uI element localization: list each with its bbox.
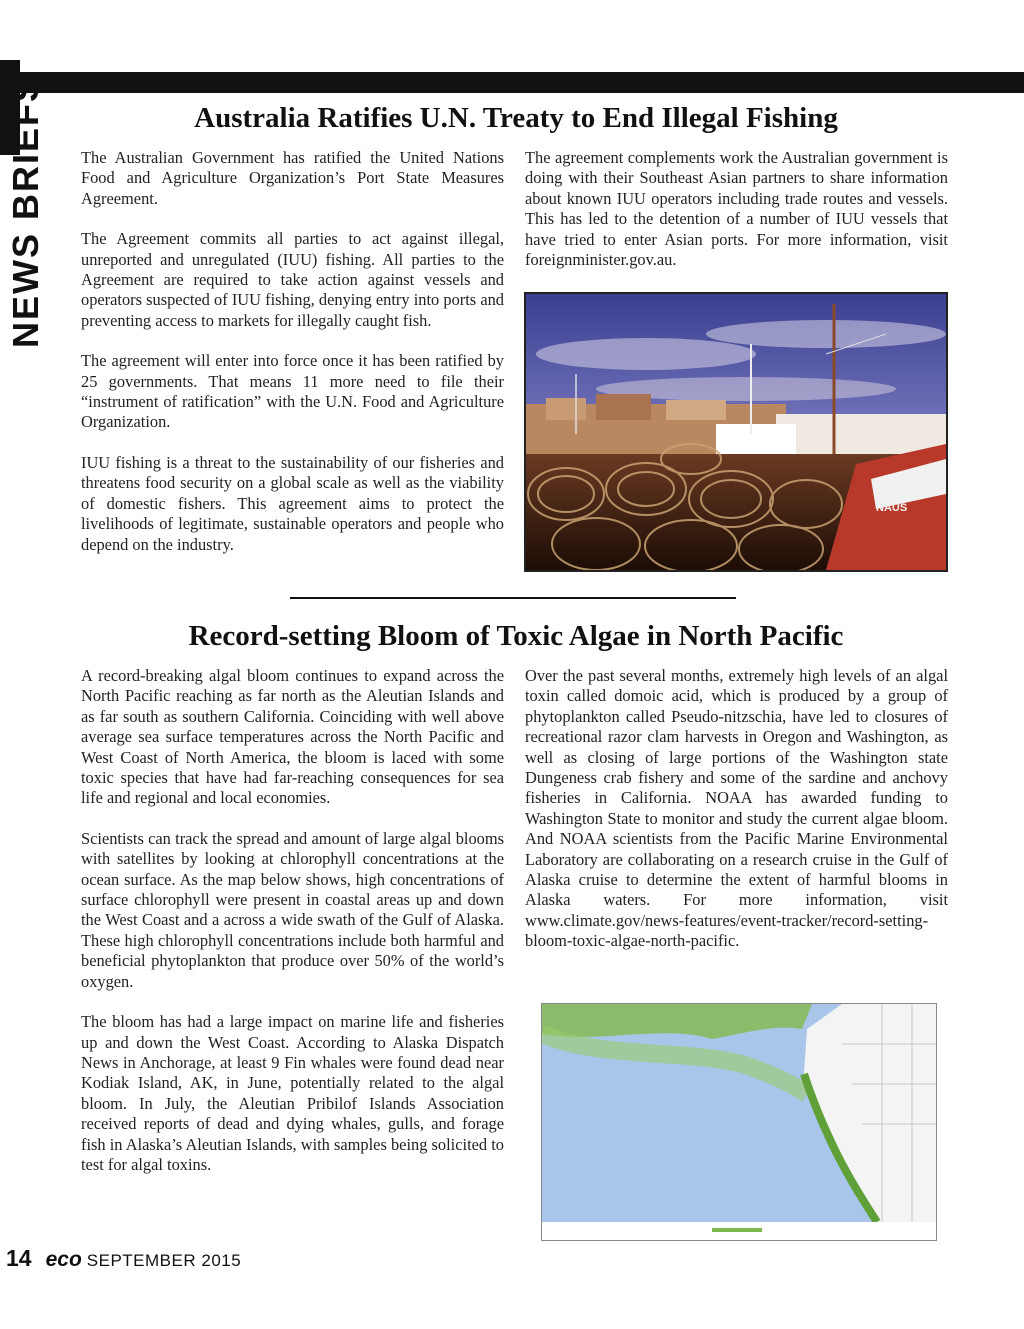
- paragraph: A record-breaking algal bloom continues to expand across the North Pacific reaching as far north as the Aleutian Islands and as far south as southern California. Coinciding with well above average sea surface temperatures across the North Pacific and West Coast of North America, the bloom is laced with some toxic species that have had far-reaching consequences for sea life and regional and local economies.: [81, 666, 504, 808]
- boat-lettering: NAUS: [876, 502, 908, 514]
- section-label: NEWS BRIEFS: [5, 75, 46, 348]
- paragraph: The Australian Government has ratified the United Nations Food and Agriculture Organization’s Port State Measures Agreement.: [81, 148, 504, 208]
- article1-left-column: [81, 148, 504, 575]
- paragraph: The bloom has had a large impact on marine life and fisheries up and down the West Coast. According to Alaska Dispatch News in Anchorage, at least 9 Fin whales were found dead near Kodiak Island, AK, in June, potentially related to the algal bloom. In July, the Aleutian Pribilof Islands Association received reports of dead and dying whales, gulls, and forage fish in Alaska’s Aleutian Islands, with samples being solicited to test for algal toxins.: [81, 1012, 504, 1174]
- harbor-photo: [524, 292, 948, 572]
- article1-headline: Australia Ratifies U.N. Treaty to End Illegal Fishing: [194, 102, 838, 134]
- paragraph: Scientists can track the spread and amount of large algal blooms with satellites by looking at chlorophyll concentrations at the ocean surface. As the map below shows, high concentrations of surface chlorophyll were present in coastal areas up and down the West Coast and a across a wide swath of the Gulf of Alaska. These high chlorophyll concentrations include both harmful and beneficial phytoplankton that produce over 50% of the world’s oxygen.: [81, 828, 504, 991]
- issue-date: SEPTEMBER 2015: [86, 1251, 242, 1270]
- page-number: 14: [6, 1245, 32, 1271]
- magazine-logo: eco: [45, 1248, 82, 1271]
- article1-right-column: [525, 148, 948, 290]
- chlorophyll-map: [541, 1003, 937, 1241]
- page-footer: [6, 1245, 241, 1272]
- paragraph: The agreement will enter into force once it has been ratified by 25 governments. That means 11 more need to file their “instrument of ratification” with the U.N. Food and Agriculture Organization.: [81, 351, 504, 432]
- paragraph: Over the past several months, extremely high levels of an algal toxin called domoic acid, which is produced by a group of phytoplankton called Pseudo-nitzschia, have led to closures of recreational razor clam harvests in Oregon and Washington, as well as closing of large portions of the Washington state Dungeness crab fishery and some of the sardine and anchovy fisheries in California. NOAA has awarded funding to Washington State to monitor and study the current algae bloom. And NOAA scientists from the Pacific Marine Environmental Laboratory are collaborating on a research cruise in the Gulf of Alaska cruise to determine the extent of harmful blooms in Alaska waters. For more information, visit www.climate.gov/news-features/event-tracker/record-setting-bloom-toxic-algae-north-pacific.: [525, 666, 948, 951]
- article2-headline: Record-setting Bloom of Toxic Algae in North Pacific: [188, 620, 844, 652]
- paragraph: IUU fishing is a threat to the sustainability of our fisheries and threatens food security on a global scale as well as the viability of domestic fishers. This agreement aims to protect the livelihoods of legitimate, sustainable operators and people who depend on the industry.: [81, 452, 504, 554]
- header-bar: [0, 72, 1024, 93]
- article2-left-column: [81, 666, 504, 1195]
- paragraph: The Agreement commits all parties to act against illegal, unreported and unregulated (IUU) fishing. All parties to the Agreement are required to take action against vessels and operators suspected of IUU fishing, denying entry into ports and preventing access to markets for illegally caught fish.: [81, 229, 504, 330]
- paragraph: The agreement complements work the Australian government is doing with their Southeast Asian partners to share information about known IUU operators including trade routes and vessels. This has led to the detention of a number of IUU vessels that have tried to enter Asian ports. For more information, visit foreignminister.gov.au.: [525, 148, 948, 270]
- article-divider: [290, 597, 736, 599]
- article2-right-column: [525, 666, 948, 972]
